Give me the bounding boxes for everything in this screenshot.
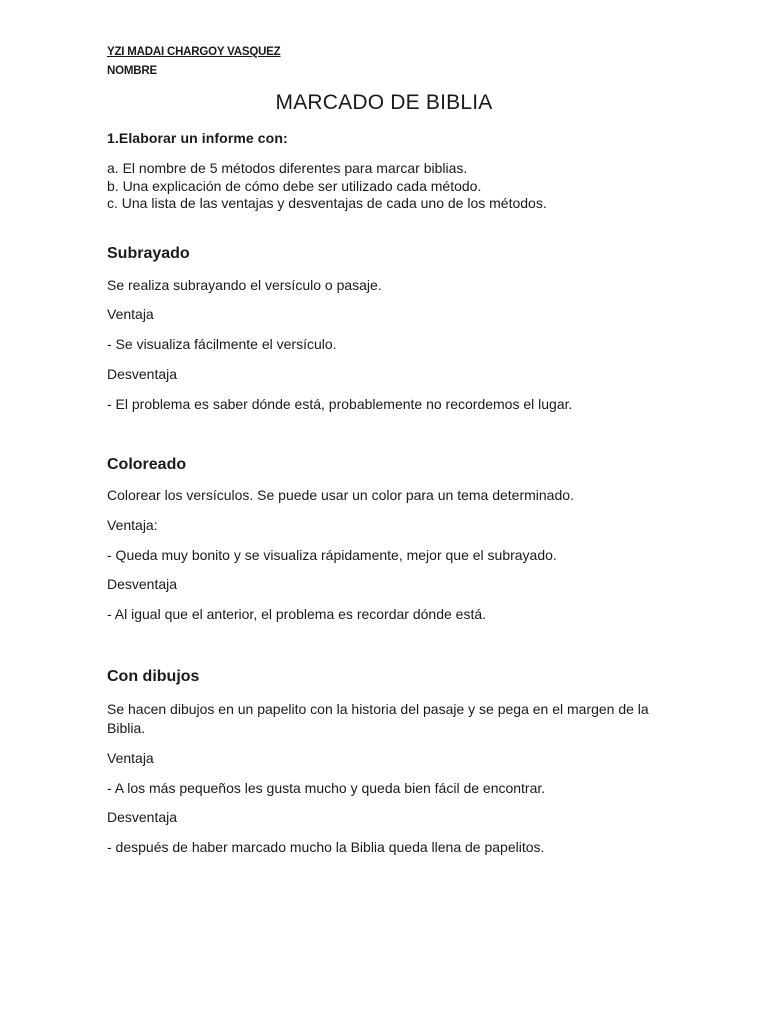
document-title: MARCADO DE BIBLIA [275, 91, 493, 114]
task-item: c. Una lista de las ventajas y desventajas de cada uno de los métodos. [107, 195, 547, 212]
disadvantage-label: Desventaja [107, 809, 178, 825]
advantage-label: Ventaja: [107, 517, 158, 533]
disadvantage-label: Desventaja [107, 576, 178, 592]
disadvantage-text: - Al igual que el anterior, el problema es recordar dónde está. [107, 606, 487, 622]
disadvantage-text: - El problema es saber dónde está, probablemente no recordemos el lugar. [107, 396, 573, 412]
advantage-text: - A los más pequeños les gusta mucho y queda bien fácil de encontrar. [107, 780, 546, 796]
section-description: Se hacen dibujos en un papelito con la historia del pasaje y se pega en el margen de la Biblia. [107, 701, 649, 736]
name-label: NOMBRE [107, 65, 157, 77]
advantage-label: Ventaja [107, 750, 154, 766]
student-name: YZI MADAI CHARGOY VASQUEZ [107, 46, 281, 58]
section-description: Colorear los versículos. Se puede usar un color para un tema determinado. [107, 487, 574, 503]
task-list [107, 160, 547, 213]
section-description: Se realiza subrayando el versículo o pasaje. [107, 277, 382, 293]
advantage-label: Ventaja [107, 306, 154, 322]
section-heading-subrayado: Subrayado [107, 245, 190, 262]
task-heading: 1.Elaborar un informe con: [107, 130, 288, 146]
section-heading-coloreado: Coloreado [107, 456, 187, 473]
task-item: b. Una explicación de cómo debe ser utilizado cada método. [107, 177, 482, 194]
advantage-text: - Se visualiza fácilmente el versículo. [107, 336, 337, 352]
task-item: a. El nombre de 5 métodos diferentes para marcar biblias. [107, 160, 468, 176]
disadvantage-text: - después de haber marcado mucho la Biblia queda llena de papelitos. [107, 839, 545, 855]
advantage-text: - Queda muy bonito y se visualiza rápidamente, mejor que el subrayado. [107, 547, 557, 563]
section-heading-con-dibujos: Con dibujos [107, 668, 200, 685]
disadvantage-label: Desventaja [107, 366, 178, 382]
